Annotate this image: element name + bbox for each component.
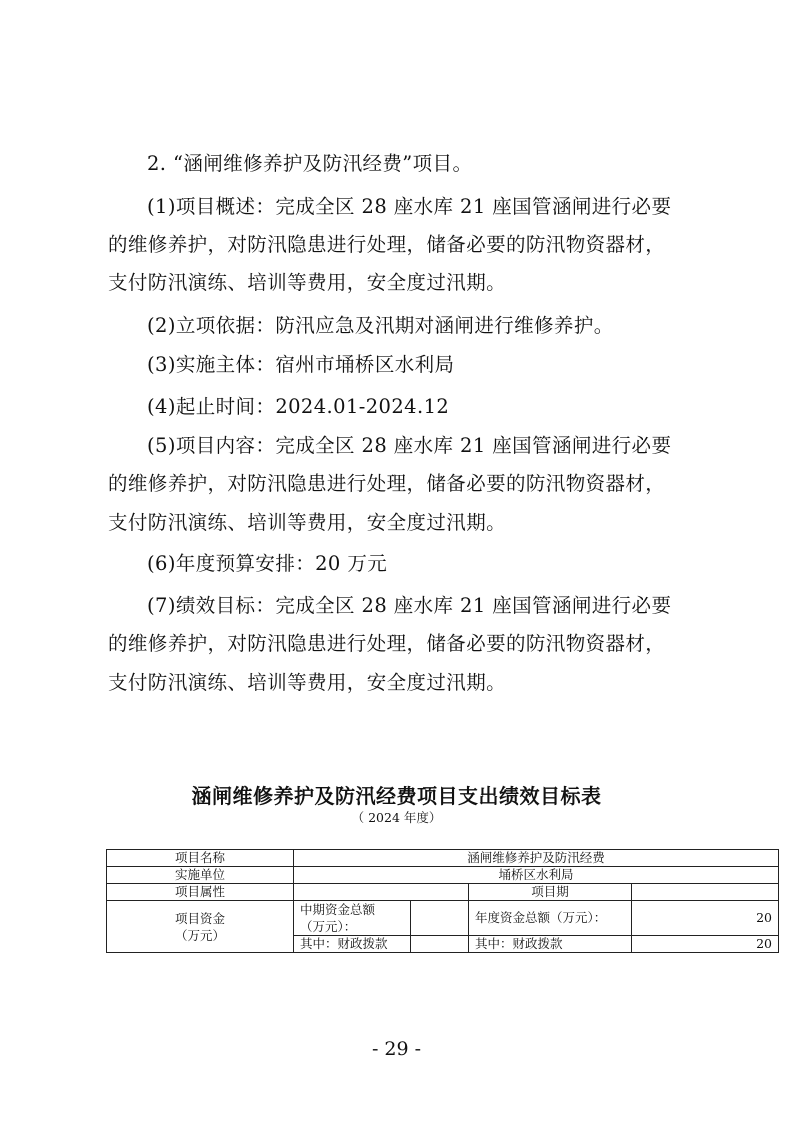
funds-label: 项目资金 （万元） — [107, 901, 294, 953]
attribute-label: 项目属性 — [107, 884, 294, 901]
table-row — [107, 867, 779, 884]
content-line-1: (5)项目内容：完成全区 28 座水库 21 座国管涵闸进行必要 — [147, 434, 672, 457]
annual-fiscal-label: 其中：财政拨款 — [469, 936, 632, 953]
period-label: 项目期 — [469, 884, 632, 901]
table-row — [107, 850, 779, 867]
project-name-value: 涵闸维修养护及防汛经费 — [294, 850, 779, 867]
mid-total-label: 中期资金总额 （万元）： — [294, 901, 411, 936]
subject-line: (3)实施主体：宿州市埇桥区水利局 — [147, 353, 455, 376]
project-name-label: 项目名称 — [107, 850, 294, 867]
unit-value: 埇桥区水利局 — [294, 867, 779, 884]
overview-line-1: (1)项目概述：完成全区 28 座水库 21 座国管涵闸进行必要 — [147, 195, 672, 218]
item-heading: 2. “涵闸维修养护及防汛经费”项目。 — [147, 152, 473, 175]
table-subtitle: （ 2024 年度） — [351, 810, 442, 825]
goal-line-2: 的维修养护，对防汛隐患进行处理，储备必要的防汛物资器材， — [108, 632, 666, 655]
period-line: (4)起止时间：2024.01-2024.12 — [147, 395, 450, 418]
unit-label: 实施单位 — [107, 867, 294, 884]
mid-fiscal-value — [411, 936, 469, 953]
content-line-2: 的维修养护，对防汛隐患进行处理，储备必要的防汛物资器材， — [108, 472, 666, 495]
basis-line: (2)立项依据：防汛应急及汛期对涵闸进行维修养护。 — [147, 314, 614, 337]
annual-total-label: 年度资金总额（万元）： — [469, 901, 632, 936]
goal-line-1: (7)绩效目标：完成全区 28 座水库 21 座国管涵闸进行必要 — [147, 594, 672, 617]
budget-line: (6)年度预算安排：20 万元 — [147, 552, 388, 575]
mid-total-value — [411, 901, 469, 936]
attribute-value — [294, 884, 469, 901]
table-title: 涵闸维修养护及防汛经费项目支出绩效目标表 — [191, 784, 602, 808]
overview-line-2: 的维修养护，对防汛隐患进行处理，储备必要的防汛物资器材， — [108, 233, 666, 256]
annual-total-value: 20 — [632, 901, 779, 936]
period-value — [632, 884, 779, 901]
table-row — [107, 901, 779, 936]
annual-fiscal-value: 20 — [632, 936, 779, 953]
goal-line-3: 支付防汛演练、培训等费用，安全度过汛期。 — [108, 671, 507, 694]
page-number: - 29 - — [371, 1038, 422, 1060]
table-row — [107, 884, 779, 901]
overview-line-3: 支付防汛演练、培训等费用，安全度过汛期。 — [108, 271, 507, 294]
mid-fiscal-label: 其中：财政拨款 — [294, 936, 411, 953]
performance-goal-table — [106, 849, 779, 953]
content-line-3: 支付防汛演练、培训等费用，安全度过汛期。 — [108, 511, 507, 534]
